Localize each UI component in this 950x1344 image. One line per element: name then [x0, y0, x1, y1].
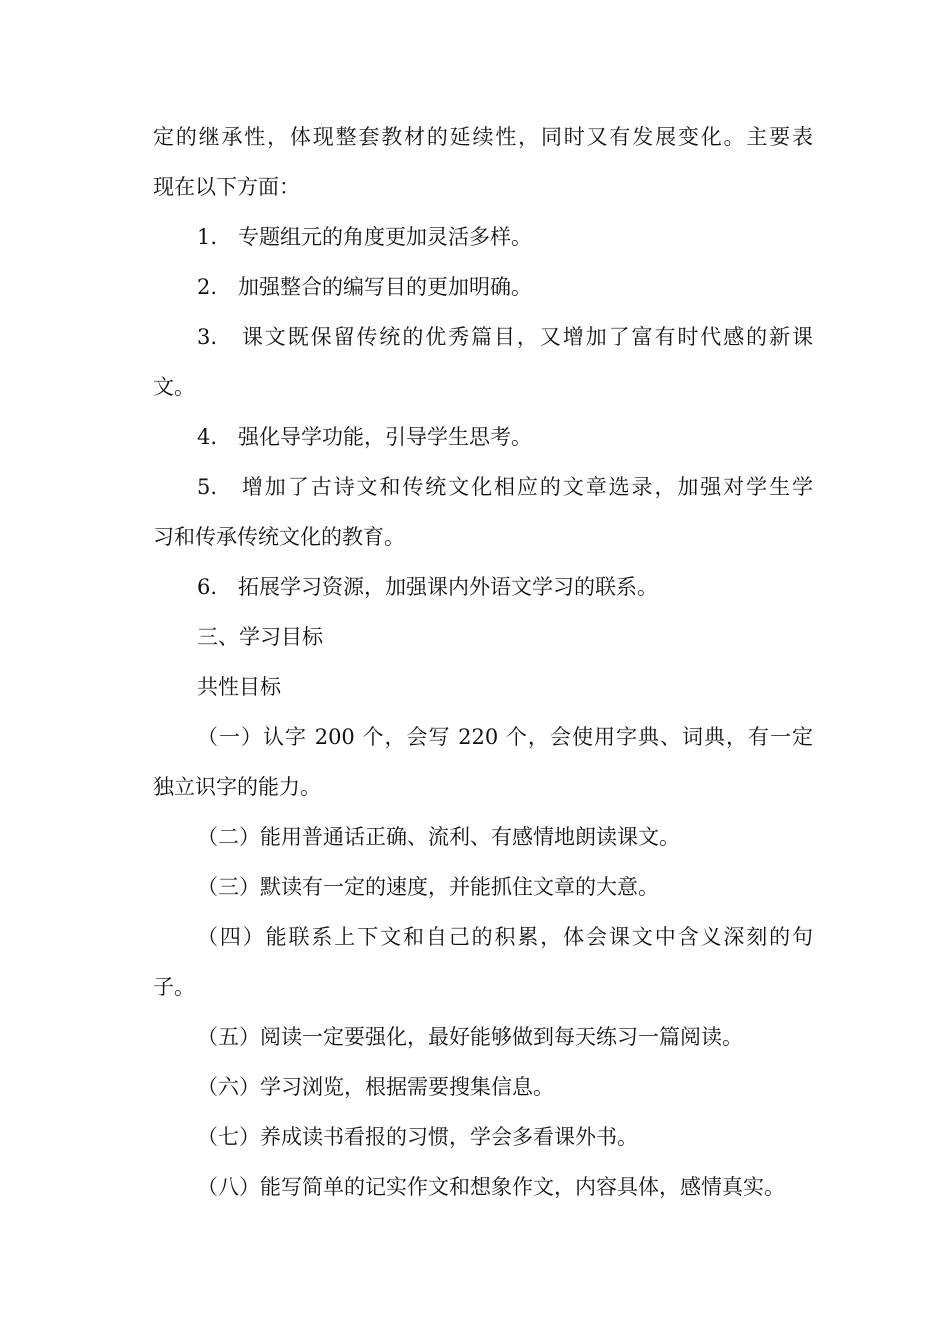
list-item: 3. 课文既保留传统的优秀篇目，又增加了富有时代感的新课 — [197, 325, 813, 349]
list-item: （四）能联系上下文和自己的积累，体会课文中含义深刻的句 — [197, 925, 813, 949]
section-heading: 三、学习目标 — [197, 625, 323, 649]
list-item: （一）认字 200 个，会写 220 个，会使用字典、词典，有一定 — [197, 725, 813, 749]
list-item: 2. 加强整合的编写目的更加明确。 — [197, 275, 533, 299]
text-line: 文。 — [153, 375, 195, 399]
subsection-heading: 共性目标 — [197, 675, 281, 699]
list-item: （五）阅读一定要强化，最好能够做到每天练习一篇阅读。 — [197, 1025, 743, 1049]
text-line: 定的继承性，体现整套教材的延续性，同时又有发展变化。主要表 — [153, 125, 813, 149]
list-item: （七）养成读书看报的习惯，学会多看课外书。 — [197, 1125, 638, 1149]
list-item: （三）默读有一定的速度，并能抓住文章的大意。 — [197, 875, 659, 899]
text-line: 子。 — [153, 975, 195, 999]
list-item: 6. 拓展学习资源，加强课内外语文学习的联系。 — [197, 575, 659, 599]
list-item: （八）能写简单的记实作文和想象作文，内容具体，感情真实。 — [197, 1175, 785, 1199]
list-item: 5. 增加了古诗文和传统文化相应的文章选录，加强对学生学 — [197, 475, 813, 499]
text-line: 独立识字的能力。 — [153, 775, 321, 799]
list-item: （二）能用普通话正确、流利、有感情地朗读课文。 — [197, 825, 680, 849]
list-item: 4. 强化导学功能，引导学生思考。 — [197, 425, 533, 449]
list-item: 1. 专题组元的角度更加灵活多样。 — [197, 225, 533, 249]
body-text — [153, 112, 813, 1212]
text-line: 习和传承传统文化的教育。 — [153, 525, 405, 549]
text-line: 现在以下方面： — [153, 175, 300, 199]
list-item: （六）学习浏览，根据需要搜集信息。 — [197, 1075, 554, 1099]
